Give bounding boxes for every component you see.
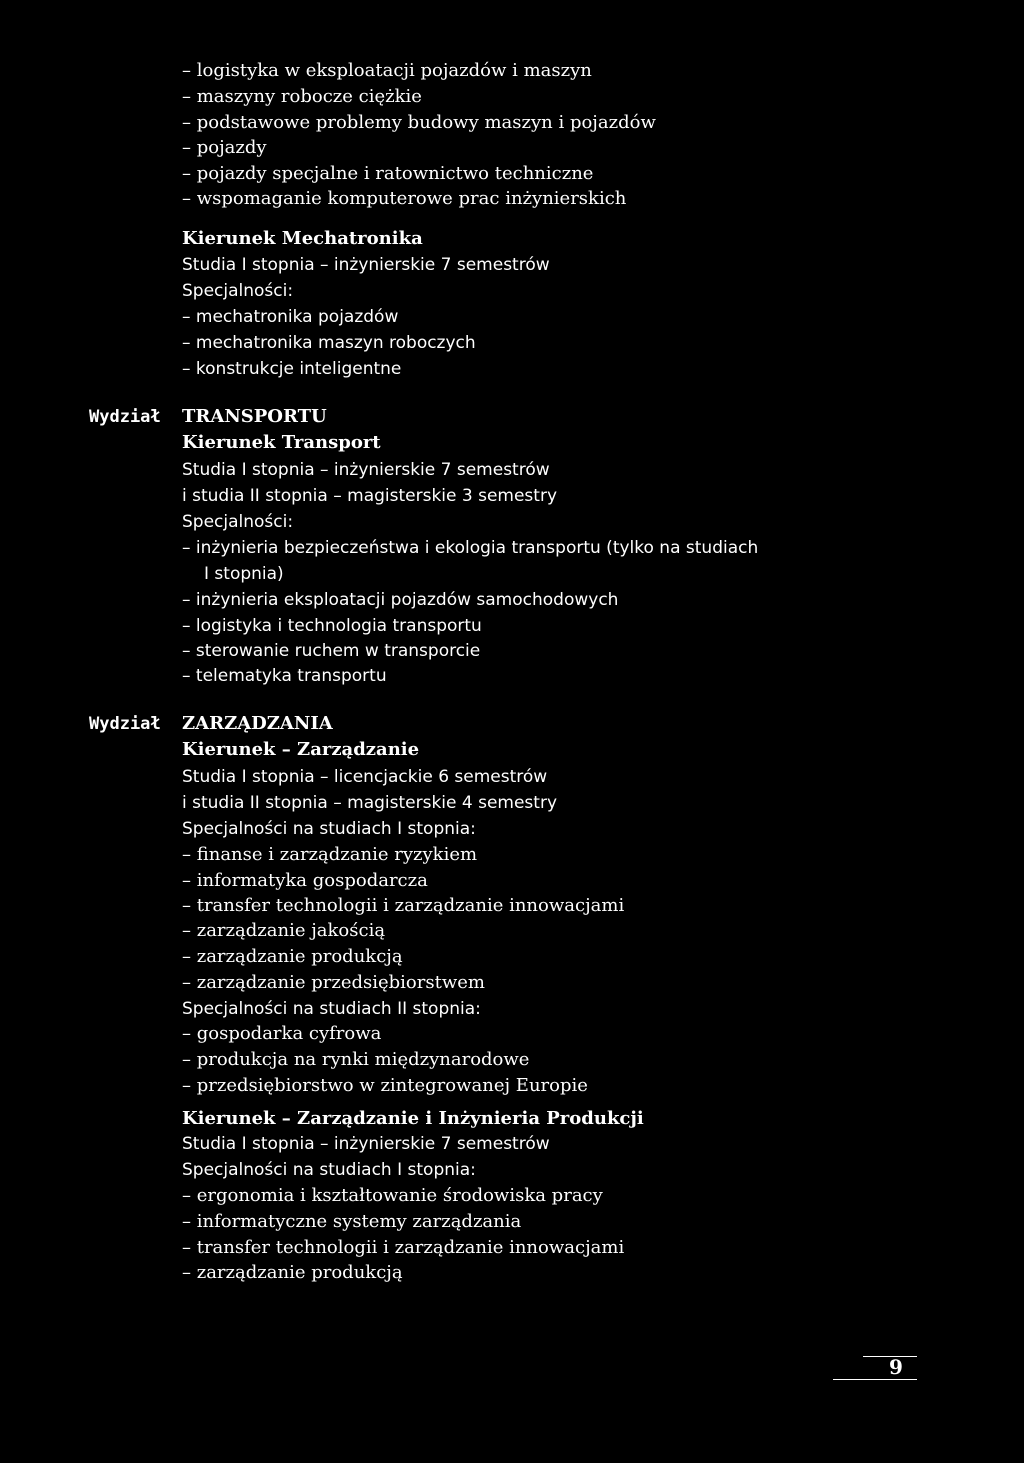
program-heading-zip: Kierunek – Zarządzanie i Inżynieria Produkcji [182,1108,644,1129]
list-item: – podstawowe problemy budowy maszyn i pojazdów [182,112,656,133]
faculty-label: Wydział [89,407,161,427]
specializations-label: Specjalności: [182,281,294,301]
list-item: – sterowanie ruchem w transporcie [182,641,481,661]
list-item: – maszyny robocze ciężkie [182,86,422,107]
studies-info: Studia I stopnia – inżynierskie 7 semestrów [182,460,550,480]
page-number: 9 [889,1355,903,1379]
list-item: – produkcja na rynki międzynarodowe [182,1049,530,1070]
faculty-name-zarzadzanie: ZARZĄDZANIA [182,713,333,734]
list-item: – transfer technologii i zarządzanie innowacjami [182,895,625,916]
list-item: – inżynieria eksploatacji pojazdów samochodowych [182,590,619,610]
specializations-label: Specjalności na studiach I stopnia: [182,1160,476,1180]
list-item: – zarządzanie przedsiębiorstwem [182,972,485,993]
list-item: – wspomaganie komputerowe prac inżynierskich [182,188,627,209]
specializations-label: Specjalności na studiach II stopnia: [182,999,481,1019]
list-item: – telematyka transportu [182,666,387,686]
studies-info: Studia I stopnia – inżynierskie 7 semestrów [182,1134,550,1154]
list-item: – pojazdy [182,137,267,158]
program-heading-mechatronika: Kierunek Mechatronika [182,228,423,249]
list-item: – gospodarka cyfrowa [182,1023,382,1044]
program-heading-zarzadzanie: Kierunek – Zarządzanie [182,739,420,760]
list-item: – ergonomia i kształtowanie środowiska pracy [182,1185,603,1206]
list-item: – logistyka i technologia transportu [182,616,482,636]
list-item: – mechatronika maszyn roboczych [182,333,476,353]
specializations-label: Specjalności: [182,512,294,532]
studies-info: Studia I stopnia – inżynierskie 7 semestrów [182,255,550,275]
list-item: – przedsiębiorstwo w zintegrowanej Europie [182,1075,588,1096]
program-heading-transport: Kierunek Transport [182,432,381,453]
list-item: – informatyka gospodarcza [182,870,428,891]
faculty-name-transport: TRANSPORTU [182,406,327,427]
list-item: – logistyka w eksploatacji pojazdów i maszyn [182,60,592,81]
page-number-block [833,1352,917,1382]
list-item: – zarządzanie produkcją [182,1262,403,1283]
list-item: – finanse i zarządzanie ryzykiem [182,844,478,865]
studies-info: i studia II stopnia – magisterskie 4 semestry [182,793,558,813]
list-item: – zarządzanie jakością [182,920,386,941]
studies-info: Studia I stopnia – licencjackie 6 semestrów [182,767,548,787]
faculty-label: Wydział [89,714,161,734]
list-item: – inżynieria bezpieczeństwa i ekologia transportu (tylko na studiach [182,538,759,558]
studies-info: i studia II stopnia – magisterskie 3 semestry [182,486,558,506]
specializations-label: Specjalności na studiach I stopnia: [182,819,476,839]
list-item: – pojazdy specjalne i ratownictwo techniczne [182,163,594,184]
list-item-continuation: I stopnia) [204,564,284,584]
list-item: – transfer technologii i zarządzanie innowacjami [182,1237,625,1258]
list-item: – informatyczne systemy zarządzania [182,1211,522,1232]
list-item: – konstrukcje inteligentne [182,359,402,379]
list-item: – zarządzanie produkcją [182,946,403,967]
list-item: – mechatronika pojazdów [182,307,399,327]
page-number-rule-bottom [833,1379,917,1380]
